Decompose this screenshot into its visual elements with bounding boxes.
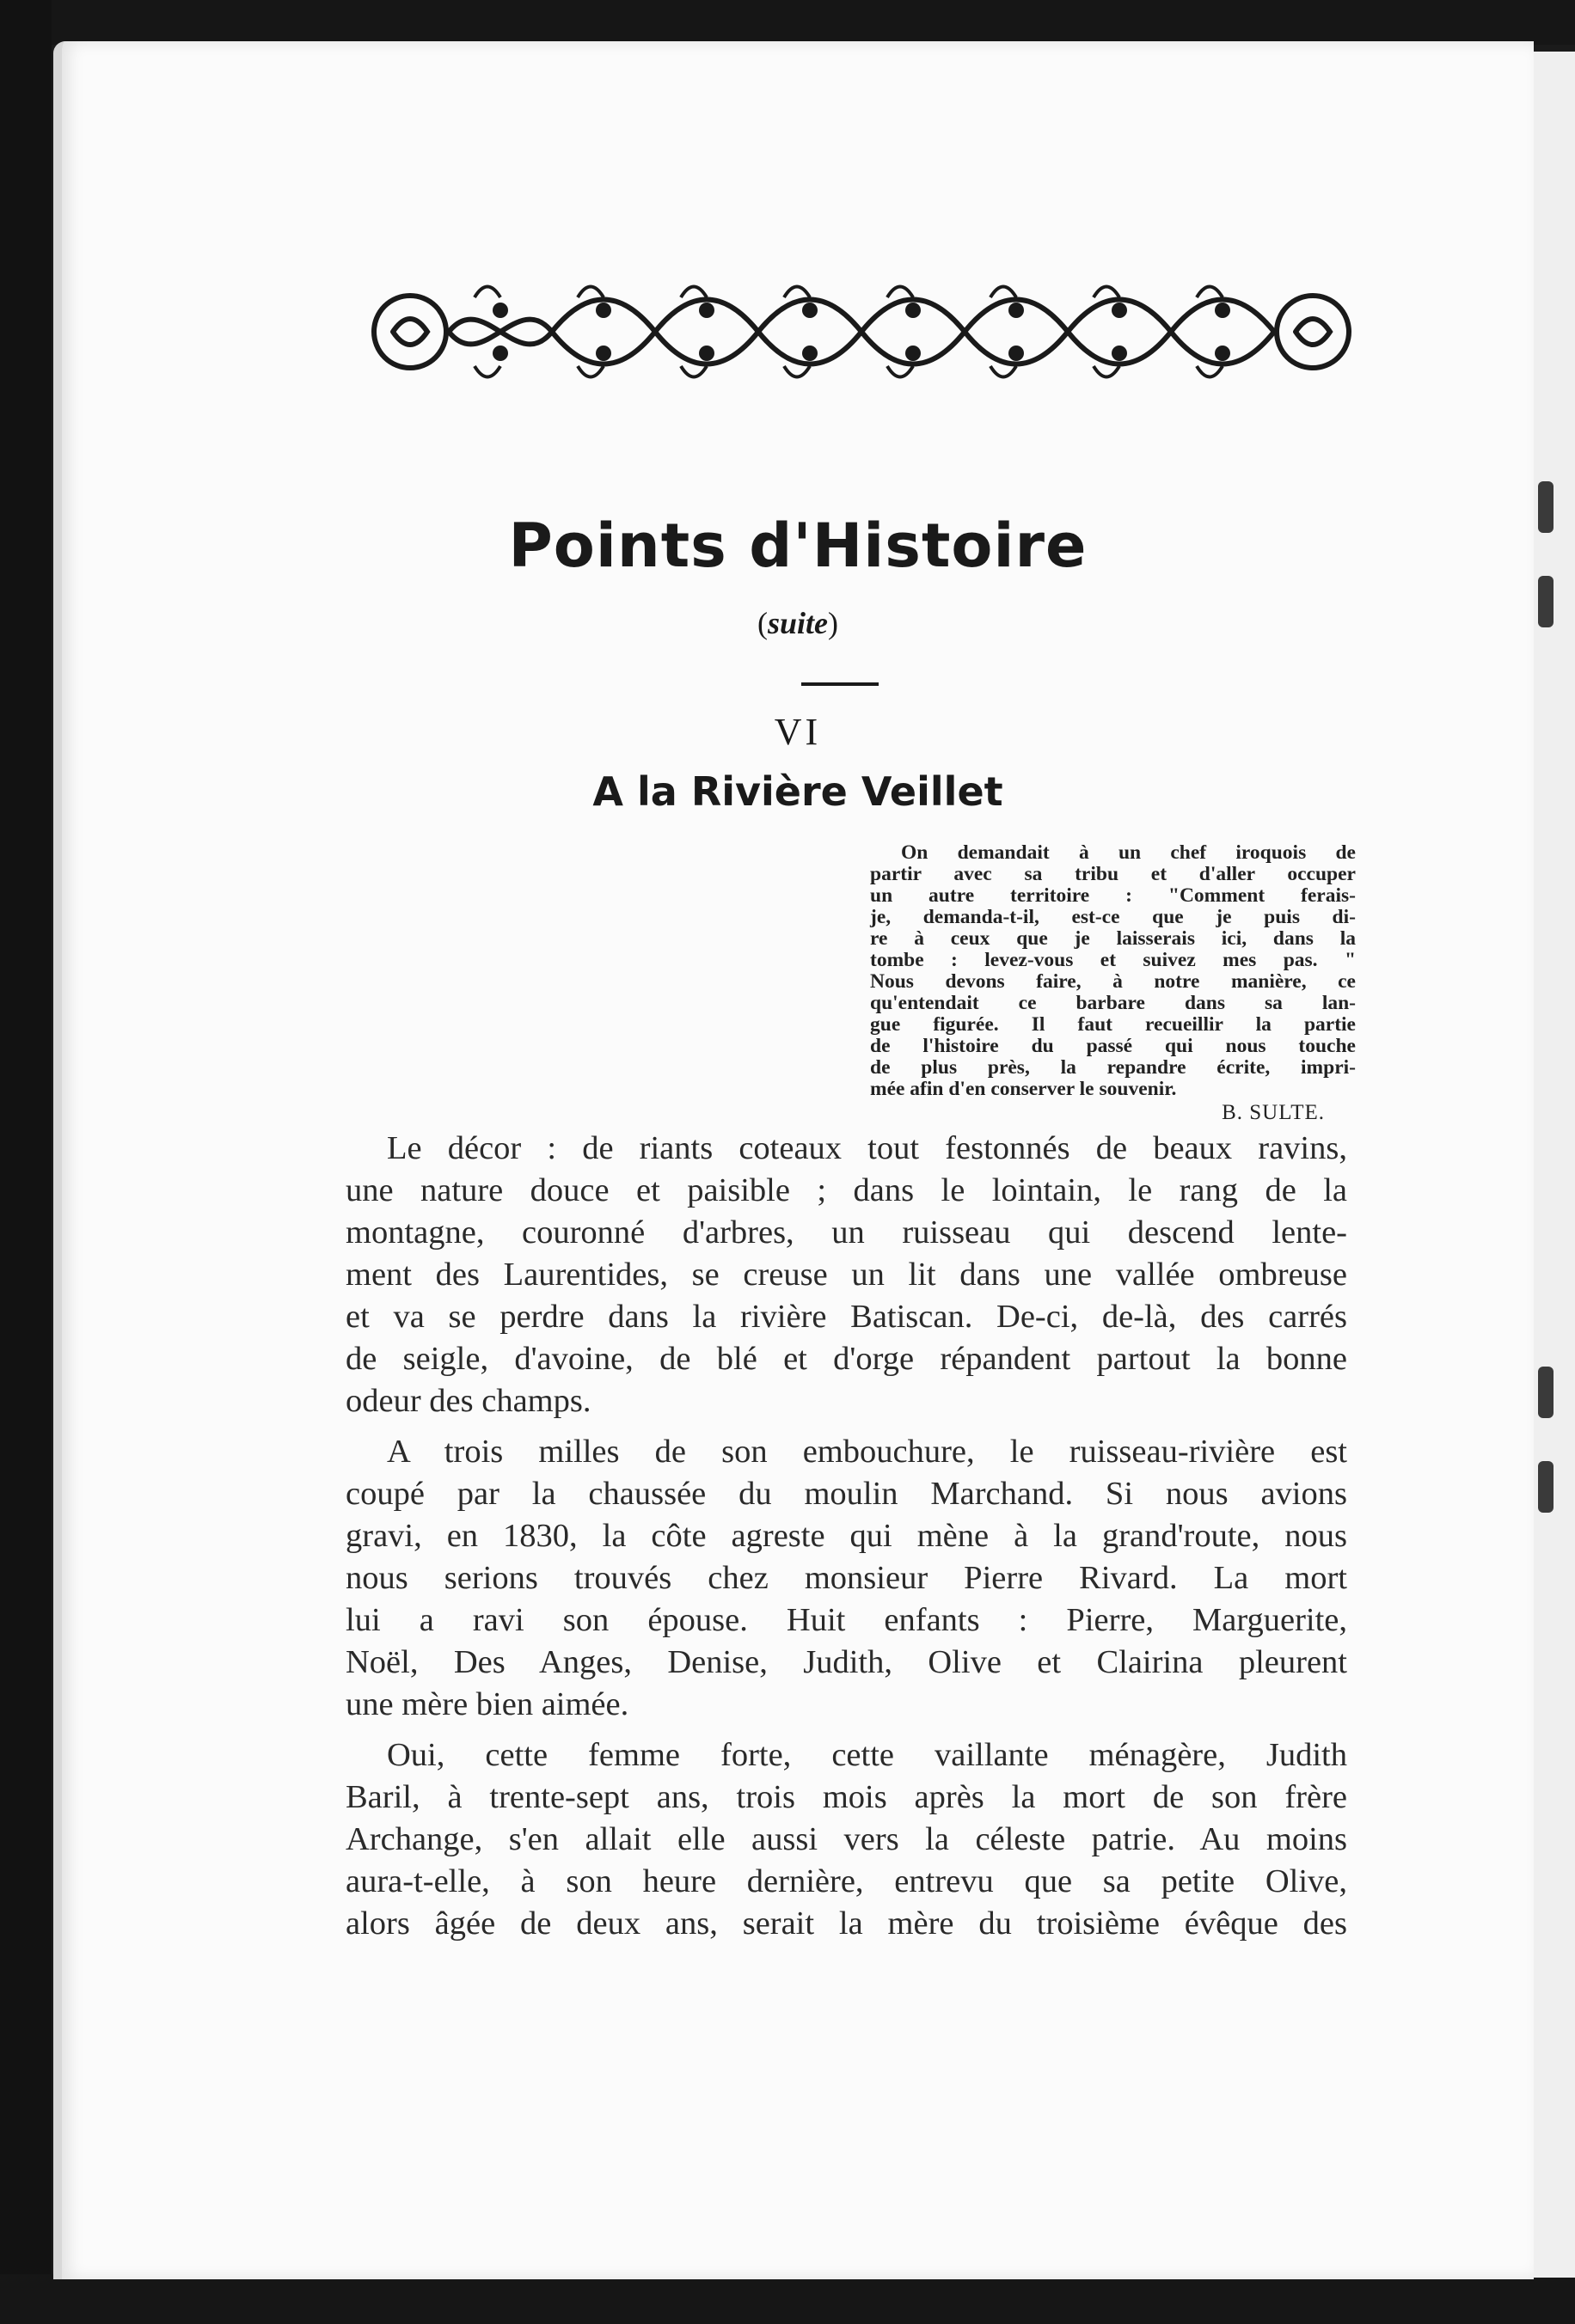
title-divider-rule — [801, 682, 879, 686]
scan-border-top — [0, 0, 1575, 45]
text-line: aura-t-elle, à son heure dernière, entrevu que sa petite Olive, — [346, 1863, 1347, 1899]
epigraph-line: On demandait à un chef iroquois de — [901, 841, 1356, 864]
text-line: alors âgée de deux ans, serait la mère du troisième évêque des — [346, 1905, 1347, 1942]
paragraph — [346, 1128, 1347, 1422]
text-line: A trois milles de son embouchure, le ruisseau-rivière est — [387, 1434, 1347, 1470]
text-line: Baril, à trente-sept ans, trois mois après la mort de son frère — [346, 1779, 1347, 1815]
chapter-number: VI — [774, 711, 822, 753]
epigraph-line: je, demanda-t-il, est-ce que je puis di- — [870, 906, 1356, 928]
text-line: lui a ravi son épouse. Huit enfants : Pierre, Marguerite, — [346, 1602, 1347, 1638]
text-line: ment des Laurentides, se creuse un lit dans une vallée ombreuse — [346, 1257, 1347, 1293]
text-line: Noël, Des Anges, Denise, Judith, Olive et Clairina pleurent — [346, 1644, 1347, 1680]
page-title: Points d'Histoire — [508, 511, 1088, 581]
text-line: Le décor : de riants coteaux tout festonnés de beaux ravins, — [387, 1130, 1347, 1166]
text-line: odeur des champs. — [346, 1383, 591, 1419]
text-line: montagne, couronné d'arbres, un ruisseau qui descend lente- — [346, 1214, 1347, 1251]
title-continuation-note: (suite) — [757, 606, 838, 640]
epigraph-line: un autre territoire : "Comment ferais- — [870, 884, 1356, 907]
epigraph-line: Nous devons faire, à notre manière, ce — [870, 970, 1356, 993]
epigraph-line: de l'histoire du passé qui nous touche — [870, 1035, 1356, 1057]
text-line: une mère bien aimée. — [346, 1686, 629, 1722]
epigraph-line: mée afin d'en conserver le souvenir. — [870, 1078, 1177, 1100]
body-text — [346, 1128, 1347, 1945]
epigraph-line: gue figurée. Il faut recueillir la partie — [870, 1013, 1356, 1036]
epigraph-quote — [870, 842, 1356, 1123]
text-line: une nature douce et paisible ; dans le lointain, le rang de la — [346, 1172, 1347, 1208]
paragraph — [346, 1734, 1347, 1945]
epigraph-line: tombe : levez-vous et suivez mes pas. " — [870, 949, 1356, 971]
epigraph-line: partir avec sa tribu et d'aller occuper — [870, 863, 1356, 885]
section-title: A la Rivière Veillet — [592, 768, 1003, 815]
scan-border-bottom — [0, 2274, 1575, 2324]
text-line: nous serions trouvés chez monsieur Pierre Rivard. La mort — [346, 1560, 1347, 1596]
epigraph-line: de plus près, la repandre écrite, impri- — [870, 1056, 1356, 1079]
text-line: Archange, s'en allait elle aussi vers la céleste patrie. Au moins — [346, 1821, 1347, 1857]
text-line: gravi, en 1830, la côte agreste qui mène à la grand'route, nous — [346, 1518, 1347, 1554]
epigraph-line: qu'entendait ce barbare dans sa lan- — [870, 992, 1356, 1014]
scan-border-left — [0, 0, 52, 2324]
text-line: Oui, cette femme forte, cette vaillante ménagère, Judith — [387, 1737, 1347, 1773]
text-line: de seigle, d'avoine, de blé et d'orge répandent partout la bonne — [346, 1341, 1347, 1377]
book-page — [53, 41, 1534, 2279]
epigraph-author: B. SULTE. — [1222, 1101, 1325, 1124]
text-line: coupé par la chaussée du moulin Marchand. Si nous avions — [346, 1476, 1347, 1512]
paragraph — [346, 1431, 1347, 1726]
epigraph-line: re à ceux que je laisserais ici, dans la — [870, 927, 1356, 950]
text-line: et va se perdre dans la rivière Batiscan. De-ci, de-là, des carrés — [346, 1299, 1347, 1335]
decorative-headpiece-ornament — [363, 263, 1360, 401]
